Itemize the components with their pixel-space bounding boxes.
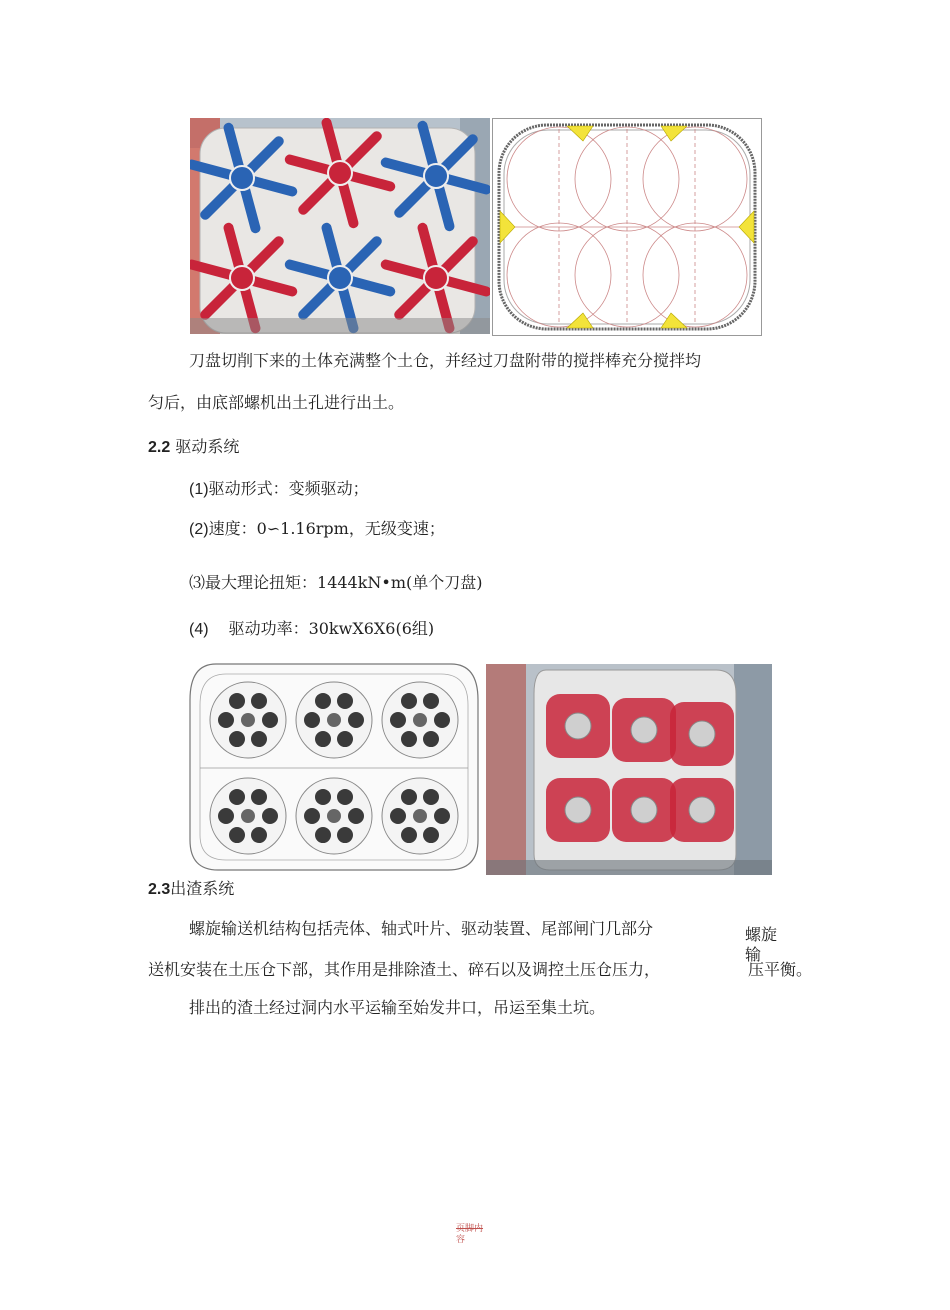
list-item xyxy=(189,572,483,594)
section-title: 驱动系统 xyxy=(175,437,240,456)
drive-motor xyxy=(229,731,245,747)
footer-line: 容 xyxy=(456,1235,466,1245)
paragraph-line: 螺旋输送机结构包括壳体、轴式叶片、驱动装置、尾部闸门几部分 xyxy=(189,919,654,938)
drive-motor xyxy=(315,731,331,747)
drive-layout-graphic xyxy=(186,660,481,874)
drive-motor xyxy=(337,731,353,747)
drive-center xyxy=(327,809,341,823)
drive-motor xyxy=(401,827,417,843)
drive-shaft xyxy=(631,717,657,743)
paragraph-line: 压平衡。 xyxy=(748,960,813,979)
drive-center xyxy=(241,809,255,823)
drive-motor xyxy=(315,827,331,843)
drive-motor xyxy=(401,731,417,747)
drive-shaft xyxy=(565,713,591,739)
list-marker: ⑶ xyxy=(189,573,206,592)
drive-motor xyxy=(304,712,320,728)
drive-layout-drawing xyxy=(186,660,481,874)
cutterhead-layout-graphic xyxy=(493,119,761,335)
list-marker: (2) xyxy=(189,521,209,538)
drive-center xyxy=(327,713,341,727)
list-text: 最大理论扭矩：1444kN•m(单个刀盘) xyxy=(205,573,483,592)
overflow-text: 螺旋 xyxy=(745,925,778,944)
drive-motor xyxy=(304,808,320,824)
drive-unit-graphic xyxy=(486,664,772,875)
drive-motor xyxy=(251,693,267,709)
list-text: 速度：0∽1.16rpm，无级变速； xyxy=(208,519,445,538)
cutter-hub xyxy=(328,161,352,185)
section-title: 出渣系统 xyxy=(170,879,235,898)
drive-shaft xyxy=(631,797,657,823)
list-marker: (4) xyxy=(189,621,209,638)
drive-motor xyxy=(423,827,439,843)
drive-center xyxy=(413,809,427,823)
drive-motor xyxy=(337,789,353,805)
drive-motor xyxy=(337,693,353,709)
drive-motor xyxy=(229,789,245,805)
drive-motor xyxy=(229,693,245,709)
drive-motor xyxy=(251,789,267,805)
drive-motor xyxy=(251,731,267,747)
list-text: 驱动功率：30kwX6X6(6组) xyxy=(228,619,435,638)
drive-motor xyxy=(390,808,406,824)
list-text: 驱动形式：变频驱动； xyxy=(208,479,369,498)
drive-center xyxy=(413,713,427,727)
cutter-hub xyxy=(328,266,352,290)
cutterhead-layout-drawing xyxy=(492,118,762,336)
cutter-hub xyxy=(424,164,448,188)
section-heading xyxy=(148,436,239,459)
drive-motor xyxy=(251,827,267,843)
paragraph-line: 匀后，由底部螺机出土孔进行出土。 xyxy=(148,393,405,412)
drive-motor xyxy=(229,827,245,843)
drive-motor xyxy=(434,712,450,728)
footer-line: 页脚内 xyxy=(456,1224,484,1234)
cutterhead-photo-graphic xyxy=(190,118,490,334)
overflow-text: 输 xyxy=(745,945,762,964)
drive-shaft xyxy=(565,797,591,823)
paragraph-line: 送机安装在土压仓下部，其作用是排除渣土、碎石以及调控土压仓压力， xyxy=(148,960,661,979)
drive-shaft xyxy=(689,797,715,823)
drive-motor xyxy=(315,693,331,709)
drive-motor xyxy=(423,731,439,747)
drive-motor xyxy=(401,789,417,805)
section-number: 2.3 xyxy=(148,881,171,898)
drive-motor xyxy=(315,789,331,805)
drive-motor xyxy=(218,808,234,824)
list-item xyxy=(189,618,434,641)
drive-motor xyxy=(337,827,353,843)
section-number: 2.2 xyxy=(148,439,171,456)
drive-motor xyxy=(434,808,450,824)
drive-motor xyxy=(401,693,417,709)
cutterhead-photo xyxy=(190,118,490,334)
cutter-hub xyxy=(230,166,254,190)
drive-motor xyxy=(348,712,364,728)
cutter-hub xyxy=(230,266,254,290)
drive-shaft xyxy=(689,721,715,747)
drive-motor xyxy=(218,712,234,728)
drive-motor xyxy=(262,808,278,824)
drive-motor xyxy=(423,693,439,709)
list-item xyxy=(189,478,369,501)
drive-motor xyxy=(390,712,406,728)
section-heading xyxy=(148,878,234,901)
drive-unit-photo xyxy=(486,664,772,875)
cutter-hub xyxy=(424,266,448,290)
paragraph-line: 刀盘切削下来的土体充满整个土仓，并经过刀盘附带的搅拌棒充分搅拌均 xyxy=(189,351,702,370)
drive-motor xyxy=(262,712,278,728)
list-item xyxy=(189,518,445,541)
drive-center xyxy=(241,713,255,727)
list-marker: (1) xyxy=(189,481,209,498)
drive-motor xyxy=(348,808,364,824)
drive-motor xyxy=(423,789,439,805)
page-footer xyxy=(456,1224,483,1246)
paragraph-line: 排出的渣土经过洞内水平运输至始发井口，吊运至集土坑。 xyxy=(189,998,606,1017)
